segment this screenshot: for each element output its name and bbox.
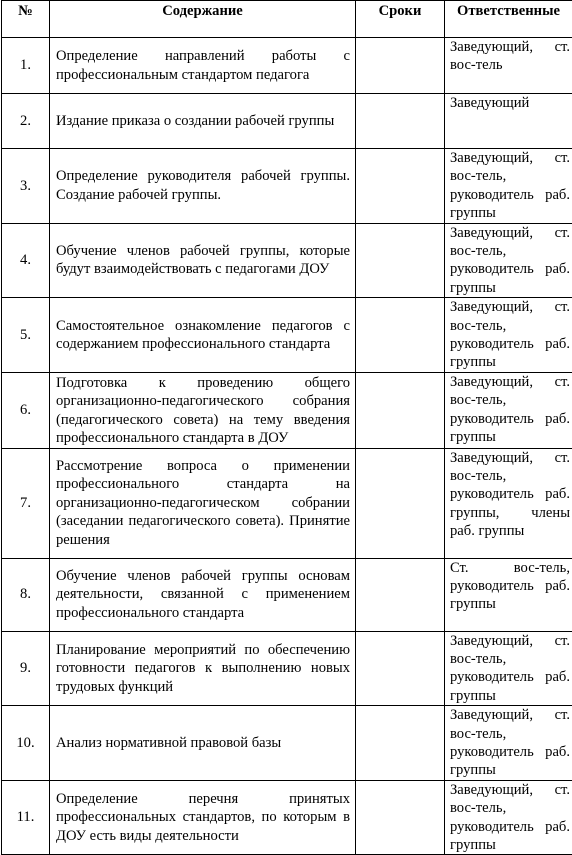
row-number: 11. — [2, 780, 50, 855]
row-responsible — [445, 372, 572, 448]
row-responsible — [445, 706, 572, 781]
row-responsible-text: Ст. вос-тель, руководитель раб. группы — [450, 559, 570, 614]
header-responsible: Ответственные — [445, 1, 572, 38]
table-row — [2, 558, 572, 631]
row-terms — [356, 223, 445, 298]
row-responsible-text: Заведующий, ст. вос-тель, руководитель раб. группы — [450, 373, 570, 447]
row-content-text: Обучение членов рабочей группы, которые будут взаимодействовать с педагогами ДОУ — [56, 242, 350, 279]
row-responsible-text: Заведующий, ст. вос-тель, руководитель раб. группы — [450, 706, 570, 780]
row-number: 6. — [2, 372, 50, 448]
row-content-text: Издание приказа о создании рабочей группы — [56, 112, 350, 130]
row-terms — [356, 38, 445, 94]
row-number: 3. — [2, 149, 50, 224]
row-content — [50, 780, 356, 855]
row-responsible-text: Заведующий, ст. вос-тель — [450, 38, 570, 75]
header-content: Содержание — [50, 1, 356, 38]
row-content — [50, 38, 356, 94]
table-row — [2, 38, 572, 94]
row-terms — [356, 298, 445, 373]
row-content — [50, 298, 356, 373]
row-content-text: Обучение членов рабочей группы основам деятельности, связанной с применением профессионального стандарта — [56, 567, 350, 622]
table-row — [2, 448, 572, 558]
row-responsible — [445, 94, 572, 149]
table-row — [2, 780, 572, 855]
row-responsible-text: Заведующий, ст. вос-тель, руководитель раб. группы — [450, 781, 570, 855]
row-terms — [356, 706, 445, 781]
row-number: 5. — [2, 298, 50, 373]
row-number: 1. — [2, 38, 50, 94]
row-content — [50, 372, 356, 448]
row-content-text: Подготовка к проведению общего организационно-педагогического собрания (педагогического совета) на тему введения профессионального стандарта в ДОУ — [56, 373, 350, 448]
row-terms — [356, 94, 445, 149]
row-content — [50, 706, 356, 781]
row-number: 7. — [2, 448, 50, 558]
row-responsible-text: Заведующий, ст. вос-тель, руководитель раб. группы — [450, 224, 570, 298]
row-responsible — [445, 780, 572, 855]
row-content — [50, 149, 356, 224]
row-content — [50, 223, 356, 298]
row-content-text: Определение направлений работы с профессиональным стандартом педагога — [56, 47, 350, 84]
row-content-text: Определение перечня принятых профессиональных стандартов, по которым в ДОУ есть виды деятельности — [56, 790, 350, 845]
row-content — [50, 631, 356, 706]
table-row — [2, 298, 572, 373]
row-terms — [356, 631, 445, 706]
row-terms — [356, 448, 445, 558]
row-responsible — [445, 558, 572, 631]
table-row — [2, 149, 572, 224]
row-responsible-text: Заведующий, ст. вос-тель, руководитель раб. группы — [450, 149, 570, 223]
row-content-text: Самостоятельное ознакомление педагогов с содержанием профессионального стандарта — [56, 317, 350, 354]
row-responsible-text: Заведующий — [450, 94, 570, 112]
plan-table — [1, 0, 572, 855]
table-row — [2, 706, 572, 781]
table-header-row — [2, 1, 572, 38]
row-responsible-text: Заведующий, ст. вос-тель, руководитель раб. группы — [450, 632, 570, 706]
row-responsible-text: Заведующий, ст. вос-тель, руководитель раб. группы, члены раб. группы — [450, 449, 570, 541]
row-number: 9. — [2, 631, 50, 706]
row-terms — [356, 149, 445, 224]
row-number: 8. — [2, 558, 50, 631]
row-content — [50, 94, 356, 149]
row-content — [50, 448, 356, 558]
row-number: 4. — [2, 223, 50, 298]
table-row — [2, 372, 572, 448]
row-responsible-text: Заведующий, ст. вос-тель, руководитель раб. группы — [450, 298, 570, 372]
row-responsible — [445, 38, 572, 94]
row-responsible — [445, 223, 572, 298]
row-responsible — [445, 298, 572, 373]
row-content-text: Анализ нормативной правовой базы — [56, 734, 350, 752]
row-responsible — [445, 149, 572, 224]
header-num: № — [2, 1, 50, 38]
row-content-text: Рассмотрение вопроса о применении профессионального стандарта на организационно-педагогическом собрании (заседании педагогического совета). Принятие решения — [56, 457, 350, 549]
row-responsible — [445, 448, 572, 558]
row-responsible — [445, 631, 572, 706]
row-number: 2. — [2, 94, 50, 149]
row-terms — [356, 558, 445, 631]
row-content — [50, 558, 356, 631]
row-terms — [356, 372, 445, 448]
table-row — [2, 223, 572, 298]
row-content-text: Определение руководителя рабочей группы. Создание рабочей группы. — [56, 167, 350, 204]
table-row — [2, 631, 572, 706]
row-content-text: Планирование мероприятий по обеспечению готовности педагогов к выполнению новых трудовых функций — [56, 641, 350, 696]
row-number: 10. — [2, 706, 50, 781]
header-terms: Сроки — [356, 1, 445, 38]
row-terms — [356, 780, 445, 855]
table-row — [2, 94, 572, 149]
